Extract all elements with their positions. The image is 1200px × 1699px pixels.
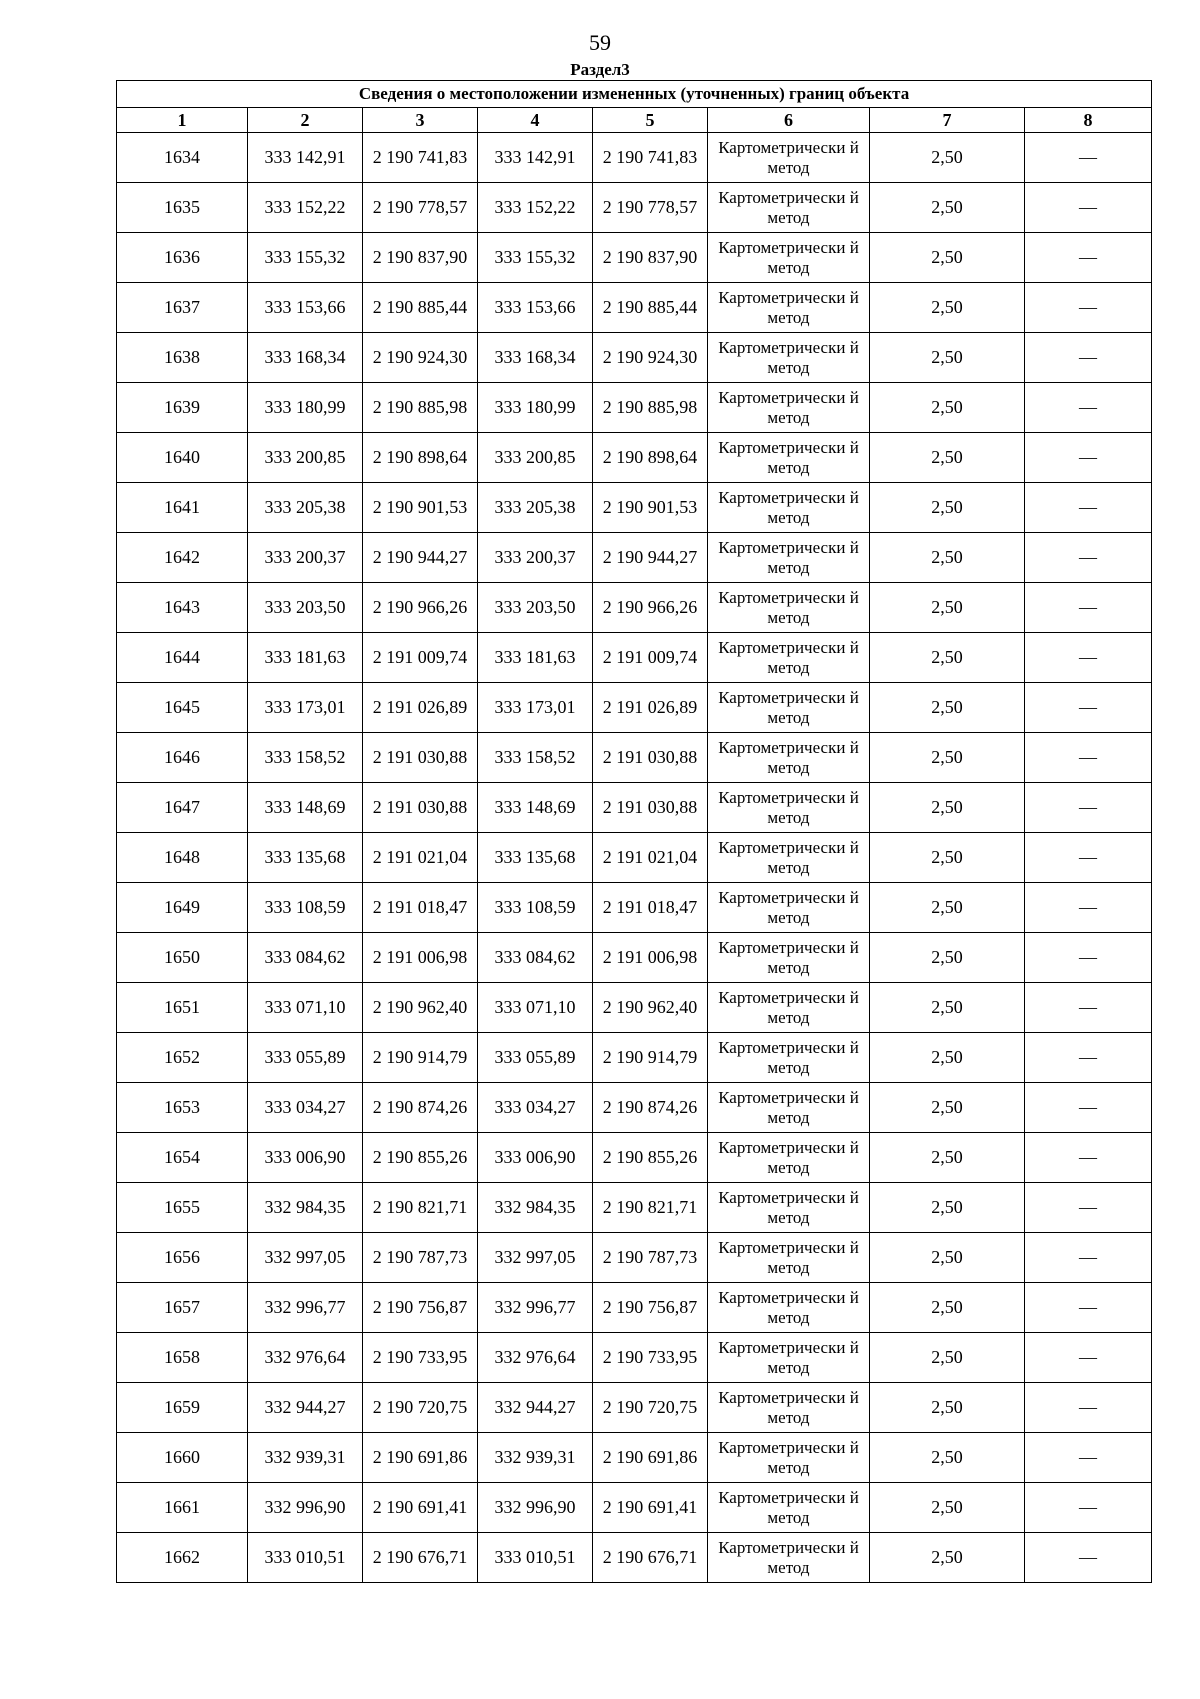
method-cell: Картометрически й метод bbox=[708, 583, 870, 633]
y-refined-cell: 2 190 924,30 bbox=[593, 333, 708, 383]
y-existing-cell: 2 191 021,04 bbox=[363, 833, 478, 883]
method-cell: Картометрически й метод bbox=[708, 983, 870, 1033]
y-refined-cell: 2 190 733,95 bbox=[593, 1333, 708, 1383]
method-cell: Картометрически й метод bbox=[708, 1033, 870, 1083]
accuracy-cell: 2,50 bbox=[870, 1433, 1025, 1483]
x-existing-cell: 333 108,59 bbox=[248, 883, 363, 933]
note-cell: — bbox=[1025, 1133, 1152, 1183]
note-cell: — bbox=[1025, 1333, 1152, 1383]
y-existing-cell: 2 190 885,44 bbox=[363, 283, 478, 333]
accuracy-cell: 2,50 bbox=[870, 1183, 1025, 1233]
x-refined-cell: 332 976,64 bbox=[478, 1333, 593, 1383]
point-number-cell: 1640 bbox=[117, 433, 248, 483]
x-existing-cell: 333 173,01 bbox=[248, 683, 363, 733]
accuracy-cell: 2,50 bbox=[870, 183, 1025, 233]
note-cell: — bbox=[1025, 483, 1152, 533]
point-number-cell: 1653 bbox=[117, 1083, 248, 1133]
table-row bbox=[117, 483, 1152, 533]
x-existing-cell: 332 939,31 bbox=[248, 1433, 363, 1483]
x-existing-cell: 333 181,63 bbox=[248, 633, 363, 683]
y-refined-cell: 2 190 837,90 bbox=[593, 233, 708, 283]
x-refined-cell: 333 155,32 bbox=[478, 233, 593, 283]
x-existing-cell: 333 180,99 bbox=[248, 383, 363, 433]
x-existing-cell: 333 158,52 bbox=[248, 733, 363, 783]
table-row bbox=[117, 383, 1152, 433]
x-existing-cell: 332 997,05 bbox=[248, 1233, 363, 1283]
y-existing-cell: 2 190 924,30 bbox=[363, 333, 478, 383]
accuracy-cell: 2,50 bbox=[870, 1533, 1025, 1583]
table-row bbox=[117, 1183, 1152, 1233]
point-number-cell: 1646 bbox=[117, 733, 248, 783]
table-row bbox=[117, 283, 1152, 333]
coordinates-table bbox=[116, 80, 1152, 1583]
x-refined-cell: 333 180,99 bbox=[478, 383, 593, 433]
x-refined-cell: 333 173,01 bbox=[478, 683, 593, 733]
point-number-cell: 1655 bbox=[117, 1183, 248, 1233]
method-cell: Картометрически й метод bbox=[708, 683, 870, 733]
note-cell: — bbox=[1025, 1033, 1152, 1083]
y-refined-cell: 2 190 778,57 bbox=[593, 183, 708, 233]
point-number-cell: 1660 bbox=[117, 1433, 248, 1483]
point-number-cell: 1659 bbox=[117, 1383, 248, 1433]
point-number-cell: 1644 bbox=[117, 633, 248, 683]
method-cell: Картометрически й метод bbox=[708, 1233, 870, 1283]
table-row bbox=[117, 683, 1152, 733]
note-cell: — bbox=[1025, 283, 1152, 333]
point-number-cell: 1654 bbox=[117, 1133, 248, 1183]
point-number-cell: 1662 bbox=[117, 1533, 248, 1583]
accuracy-cell: 2,50 bbox=[870, 483, 1025, 533]
y-existing-cell: 2 191 006,98 bbox=[363, 933, 478, 983]
method-cell: Картометрически й метод bbox=[708, 233, 870, 283]
table-row bbox=[117, 1033, 1152, 1083]
accuracy-cell: 2,50 bbox=[870, 383, 1025, 433]
accuracy-cell: 2,50 bbox=[870, 233, 1025, 283]
y-refined-cell: 2 190 966,26 bbox=[593, 583, 708, 633]
point-number-cell: 1637 bbox=[117, 283, 248, 333]
x-existing-cell: 333 155,32 bbox=[248, 233, 363, 283]
note-cell: — bbox=[1025, 883, 1152, 933]
table-row bbox=[117, 633, 1152, 683]
accuracy-cell: 2,50 bbox=[870, 333, 1025, 383]
table-row bbox=[117, 183, 1152, 233]
y-refined-cell: 2 191 030,88 bbox=[593, 733, 708, 783]
note-cell: — bbox=[1025, 183, 1152, 233]
x-refined-cell: 333 006,90 bbox=[478, 1133, 593, 1183]
y-existing-cell: 2 191 009,74 bbox=[363, 633, 478, 683]
method-cell: Картометрически й метод bbox=[708, 183, 870, 233]
y-existing-cell: 2 190 756,87 bbox=[363, 1283, 478, 1333]
y-existing-cell: 2 190 898,64 bbox=[363, 433, 478, 483]
column-header: 6 bbox=[708, 108, 870, 133]
note-cell: — bbox=[1025, 1283, 1152, 1333]
note-cell: — bbox=[1025, 233, 1152, 283]
point-number-cell: 1639 bbox=[117, 383, 248, 433]
y-existing-cell: 2 190 962,40 bbox=[363, 983, 478, 1033]
method-cell: Картометрически й метод bbox=[708, 733, 870, 783]
table-row bbox=[117, 783, 1152, 833]
note-cell: — bbox=[1025, 1083, 1152, 1133]
y-existing-cell: 2 190 885,98 bbox=[363, 383, 478, 433]
x-existing-cell: 333 148,69 bbox=[248, 783, 363, 833]
method-cell: Картометрически й метод bbox=[708, 433, 870, 483]
x-existing-cell: 333 200,37 bbox=[248, 533, 363, 583]
accuracy-cell: 2,50 bbox=[870, 1283, 1025, 1333]
x-refined-cell: 332 996,77 bbox=[478, 1283, 593, 1333]
table-row bbox=[117, 133, 1152, 183]
table-row bbox=[117, 1083, 1152, 1133]
x-refined-cell: 333 203,50 bbox=[478, 583, 593, 633]
y-existing-cell: 2 191 018,47 bbox=[363, 883, 478, 933]
y-refined-cell: 2 190 944,27 bbox=[593, 533, 708, 583]
note-cell: — bbox=[1025, 733, 1152, 783]
x-refined-cell: 333 168,34 bbox=[478, 333, 593, 383]
table-row bbox=[117, 1533, 1152, 1583]
accuracy-cell: 2,50 bbox=[870, 583, 1025, 633]
method-cell: Картометрически й метод bbox=[708, 333, 870, 383]
y-refined-cell: 2 190 691,41 bbox=[593, 1483, 708, 1533]
x-existing-cell: 333 034,27 bbox=[248, 1083, 363, 1133]
y-existing-cell: 2 190 720,75 bbox=[363, 1383, 478, 1433]
method-cell: Картометрически й метод bbox=[708, 1333, 870, 1383]
point-number-cell: 1641 bbox=[117, 483, 248, 533]
method-cell: Картометрически й метод bbox=[708, 283, 870, 333]
accuracy-cell: 2,50 bbox=[870, 1233, 1025, 1283]
y-existing-cell: 2 190 741,83 bbox=[363, 133, 478, 183]
table-row bbox=[117, 1283, 1152, 1333]
x-refined-cell: 333 071,10 bbox=[478, 983, 593, 1033]
column-header: 5 bbox=[593, 108, 708, 133]
x-refined-cell: 333 153,66 bbox=[478, 283, 593, 333]
x-refined-cell: 333 142,91 bbox=[478, 133, 593, 183]
y-refined-cell: 2 190 855,26 bbox=[593, 1133, 708, 1183]
accuracy-cell: 2,50 bbox=[870, 433, 1025, 483]
accuracy-cell: 2,50 bbox=[870, 1033, 1025, 1083]
accuracy-cell: 2,50 bbox=[870, 1083, 1025, 1133]
y-refined-cell: 2 190 874,26 bbox=[593, 1083, 708, 1133]
method-cell: Картометрически й метод bbox=[708, 1433, 870, 1483]
x-refined-cell: 333 010,51 bbox=[478, 1533, 593, 1583]
column-header: 2 bbox=[248, 108, 363, 133]
y-existing-cell: 2 190 676,71 bbox=[363, 1533, 478, 1583]
method-cell: Картометрически й метод bbox=[708, 1283, 870, 1333]
y-refined-cell: 2 190 741,83 bbox=[593, 133, 708, 183]
note-cell: — bbox=[1025, 633, 1152, 683]
column-header: 3 bbox=[363, 108, 478, 133]
x-refined-cell: 332 996,90 bbox=[478, 1483, 593, 1533]
y-existing-cell: 2 190 691,41 bbox=[363, 1483, 478, 1533]
note-cell: — bbox=[1025, 1533, 1152, 1583]
method-cell: Картометрически й метод bbox=[708, 1483, 870, 1533]
table-body bbox=[117, 133, 1152, 1583]
point-number-cell: 1642 bbox=[117, 533, 248, 583]
y-existing-cell: 2 190 778,57 bbox=[363, 183, 478, 233]
y-refined-cell: 2 191 009,74 bbox=[593, 633, 708, 683]
x-refined-cell: 332 944,27 bbox=[478, 1383, 593, 1433]
x-refined-cell: 333 148,69 bbox=[478, 783, 593, 833]
note-cell: — bbox=[1025, 133, 1152, 183]
point-number-cell: 1638 bbox=[117, 333, 248, 383]
method-cell: Картометрически й метод bbox=[708, 483, 870, 533]
note-cell: — bbox=[1025, 1183, 1152, 1233]
x-refined-cell: 333 055,89 bbox=[478, 1033, 593, 1083]
y-existing-cell: 2 190 733,95 bbox=[363, 1333, 478, 1383]
x-existing-cell: 333 203,50 bbox=[248, 583, 363, 633]
y-existing-cell: 2 190 691,86 bbox=[363, 1433, 478, 1483]
x-refined-cell: 333 084,62 bbox=[478, 933, 593, 983]
note-cell: — bbox=[1025, 833, 1152, 883]
y-existing-cell: 2 190 966,26 bbox=[363, 583, 478, 633]
note-cell: — bbox=[1025, 583, 1152, 633]
note-cell: — bbox=[1025, 533, 1152, 583]
note-cell: — bbox=[1025, 383, 1152, 433]
y-refined-cell: 2 190 885,98 bbox=[593, 383, 708, 433]
y-refined-cell: 2 190 901,53 bbox=[593, 483, 708, 533]
note-cell: — bbox=[1025, 433, 1152, 483]
method-cell: Картометрически й метод bbox=[708, 883, 870, 933]
accuracy-cell: 2,50 bbox=[870, 1333, 1025, 1383]
y-existing-cell: 2 190 855,26 bbox=[363, 1133, 478, 1183]
x-existing-cell: 333 084,62 bbox=[248, 933, 363, 983]
page-number: 59 bbox=[589, 30, 611, 55]
x-refined-cell: 333 200,85 bbox=[478, 433, 593, 483]
accuracy-cell: 2,50 bbox=[870, 883, 1025, 933]
table-row bbox=[117, 1233, 1152, 1283]
method-cell: Картометрически й метод bbox=[708, 533, 870, 583]
column-header: 1 bbox=[117, 108, 248, 133]
y-refined-cell: 2 190 676,71 bbox=[593, 1533, 708, 1583]
x-existing-cell: 332 976,64 bbox=[248, 1333, 363, 1383]
y-refined-cell: 2 190 962,40 bbox=[593, 983, 708, 1033]
table-row bbox=[117, 1133, 1152, 1183]
table-row bbox=[117, 583, 1152, 633]
table-row bbox=[117, 883, 1152, 933]
table-row bbox=[117, 433, 1152, 483]
table-row bbox=[117, 733, 1152, 783]
method-cell: Картометрически й метод bbox=[708, 1083, 870, 1133]
table-title: Сведения о местоположении измененных (уточненных) границ объекта bbox=[117, 81, 1152, 108]
x-existing-cell: 333 153,66 bbox=[248, 283, 363, 333]
y-existing-cell: 2 190 944,27 bbox=[363, 533, 478, 583]
x-existing-cell: 333 055,89 bbox=[248, 1033, 363, 1083]
accuracy-cell: 2,50 bbox=[870, 833, 1025, 883]
point-number-cell: 1634 bbox=[117, 133, 248, 183]
y-existing-cell: 2 191 030,88 bbox=[363, 783, 478, 833]
y-existing-cell: 2 191 026,89 bbox=[363, 683, 478, 733]
accuracy-cell: 2,50 bbox=[870, 683, 1025, 733]
x-existing-cell: 333 006,90 bbox=[248, 1133, 363, 1183]
y-refined-cell: 2 190 885,44 bbox=[593, 283, 708, 333]
x-existing-cell: 333 142,91 bbox=[248, 133, 363, 183]
y-refined-cell: 2 191 018,47 bbox=[593, 883, 708, 933]
method-cell: Картометрически й метод bbox=[708, 1533, 870, 1583]
table-row bbox=[117, 533, 1152, 583]
y-refined-cell: 2 190 787,73 bbox=[593, 1233, 708, 1283]
table-row bbox=[117, 1333, 1152, 1383]
x-existing-cell: 332 996,90 bbox=[248, 1483, 363, 1533]
table-row bbox=[117, 233, 1152, 283]
point-number-cell: 1648 bbox=[117, 833, 248, 883]
point-number-cell: 1652 bbox=[117, 1033, 248, 1083]
table-row bbox=[117, 1483, 1152, 1533]
x-refined-cell: 332 939,31 bbox=[478, 1433, 593, 1483]
y-refined-cell: 2 190 720,75 bbox=[593, 1383, 708, 1433]
point-number-cell: 1645 bbox=[117, 683, 248, 733]
point-number-cell: 1661 bbox=[117, 1483, 248, 1533]
table-row bbox=[117, 833, 1152, 883]
x-existing-cell: 333 200,85 bbox=[248, 433, 363, 483]
table-row bbox=[117, 333, 1152, 383]
note-cell: — bbox=[1025, 1433, 1152, 1483]
y-existing-cell: 2 190 821,71 bbox=[363, 1183, 478, 1233]
x-existing-cell: 333 010,51 bbox=[248, 1533, 363, 1583]
point-number-cell: 1656 bbox=[117, 1233, 248, 1283]
y-existing-cell: 2 190 901,53 bbox=[363, 483, 478, 533]
note-cell: — bbox=[1025, 983, 1152, 1033]
note-cell: — bbox=[1025, 683, 1152, 733]
x-refined-cell: 333 108,59 bbox=[478, 883, 593, 933]
table-row bbox=[117, 933, 1152, 983]
point-number-cell: 1658 bbox=[117, 1333, 248, 1383]
x-refined-cell: 333 158,52 bbox=[478, 733, 593, 783]
y-refined-cell: 2 191 030,88 bbox=[593, 783, 708, 833]
y-refined-cell: 2 190 821,71 bbox=[593, 1183, 708, 1233]
method-cell: Картометрически й метод bbox=[708, 133, 870, 183]
accuracy-cell: 2,50 bbox=[870, 983, 1025, 1033]
method-cell: Картометрически й метод bbox=[708, 933, 870, 983]
accuracy-cell: 2,50 bbox=[870, 933, 1025, 983]
accuracy-cell: 2,50 bbox=[870, 633, 1025, 683]
x-refined-cell: 333 152,22 bbox=[478, 183, 593, 233]
x-refined-cell: 333 135,68 bbox=[478, 833, 593, 883]
method-cell: Картометрически й метод bbox=[708, 1133, 870, 1183]
point-number-cell: 1635 bbox=[117, 183, 248, 233]
y-existing-cell: 2 190 787,73 bbox=[363, 1233, 478, 1283]
accuracy-cell: 2,50 bbox=[870, 1483, 1025, 1533]
y-existing-cell: 2 191 030,88 bbox=[363, 733, 478, 783]
point-number-cell: 1651 bbox=[117, 983, 248, 1033]
x-refined-cell: 333 200,37 bbox=[478, 533, 593, 583]
point-number-cell: 1636 bbox=[117, 233, 248, 283]
y-existing-cell: 2 190 914,79 bbox=[363, 1033, 478, 1083]
note-cell: — bbox=[1025, 1383, 1152, 1433]
x-refined-cell: 333 181,63 bbox=[478, 633, 593, 683]
note-cell: — bbox=[1025, 333, 1152, 383]
column-header: 8 bbox=[1025, 108, 1152, 133]
accuracy-cell: 2,50 bbox=[870, 133, 1025, 183]
method-cell: Картометрически й метод bbox=[708, 633, 870, 683]
x-refined-cell: 333 034,27 bbox=[478, 1083, 593, 1133]
x-refined-cell: 333 205,38 bbox=[478, 483, 593, 533]
note-cell: — bbox=[1025, 933, 1152, 983]
x-existing-cell: 333 168,34 bbox=[248, 333, 363, 383]
y-refined-cell: 2 191 006,98 bbox=[593, 933, 708, 983]
method-cell: Картометрически й метод bbox=[708, 1383, 870, 1433]
point-number-cell: 1649 bbox=[117, 883, 248, 933]
accuracy-cell: 2,50 bbox=[870, 1133, 1025, 1183]
note-cell: — bbox=[1025, 1483, 1152, 1533]
point-number-cell: 1650 bbox=[117, 933, 248, 983]
x-existing-cell: 333 071,10 bbox=[248, 983, 363, 1033]
note-cell: — bbox=[1025, 1233, 1152, 1283]
accuracy-cell: 2,50 bbox=[870, 733, 1025, 783]
table-row bbox=[117, 983, 1152, 1033]
y-refined-cell: 2 191 026,89 bbox=[593, 683, 708, 733]
y-existing-cell: 2 190 874,26 bbox=[363, 1083, 478, 1133]
point-number-cell: 1657 bbox=[117, 1283, 248, 1333]
note-cell: — bbox=[1025, 783, 1152, 833]
y-refined-cell: 2 190 914,79 bbox=[593, 1033, 708, 1083]
column-header: 4 bbox=[478, 108, 593, 133]
y-refined-cell: 2 190 756,87 bbox=[593, 1283, 708, 1333]
x-existing-cell: 332 984,35 bbox=[248, 1183, 363, 1233]
method-cell: Картометрически й метод bbox=[708, 383, 870, 433]
x-existing-cell: 332 996,77 bbox=[248, 1283, 363, 1333]
table-row bbox=[117, 1383, 1152, 1433]
x-existing-cell: 333 205,38 bbox=[248, 483, 363, 533]
table-row bbox=[117, 1433, 1152, 1483]
x-existing-cell: 332 944,27 bbox=[248, 1383, 363, 1433]
section-label: Раздел3 bbox=[570, 60, 630, 79]
method-cell: Картометрически й метод bbox=[708, 1183, 870, 1233]
y-existing-cell: 2 190 837,90 bbox=[363, 233, 478, 283]
x-existing-cell: 333 135,68 bbox=[248, 833, 363, 883]
x-existing-cell: 333 152,22 bbox=[248, 183, 363, 233]
y-refined-cell: 2 190 691,86 bbox=[593, 1433, 708, 1483]
accuracy-cell: 2,50 bbox=[870, 1383, 1025, 1433]
x-refined-cell: 332 984,35 bbox=[478, 1183, 593, 1233]
x-refined-cell: 332 997,05 bbox=[478, 1233, 593, 1283]
table-title-row bbox=[117, 81, 1152, 108]
y-refined-cell: 2 190 898,64 bbox=[593, 433, 708, 483]
accuracy-cell: 2,50 bbox=[870, 533, 1025, 583]
method-cell: Картометрически й метод bbox=[708, 833, 870, 883]
table-header-row bbox=[117, 108, 1152, 133]
point-number-cell: 1647 bbox=[117, 783, 248, 833]
method-cell: Картометрически й метод bbox=[708, 783, 870, 833]
y-refined-cell: 2 191 021,04 bbox=[593, 833, 708, 883]
column-header: 7 bbox=[870, 108, 1025, 133]
accuracy-cell: 2,50 bbox=[870, 783, 1025, 833]
accuracy-cell: 2,50 bbox=[870, 283, 1025, 333]
point-number-cell: 1643 bbox=[117, 583, 248, 633]
